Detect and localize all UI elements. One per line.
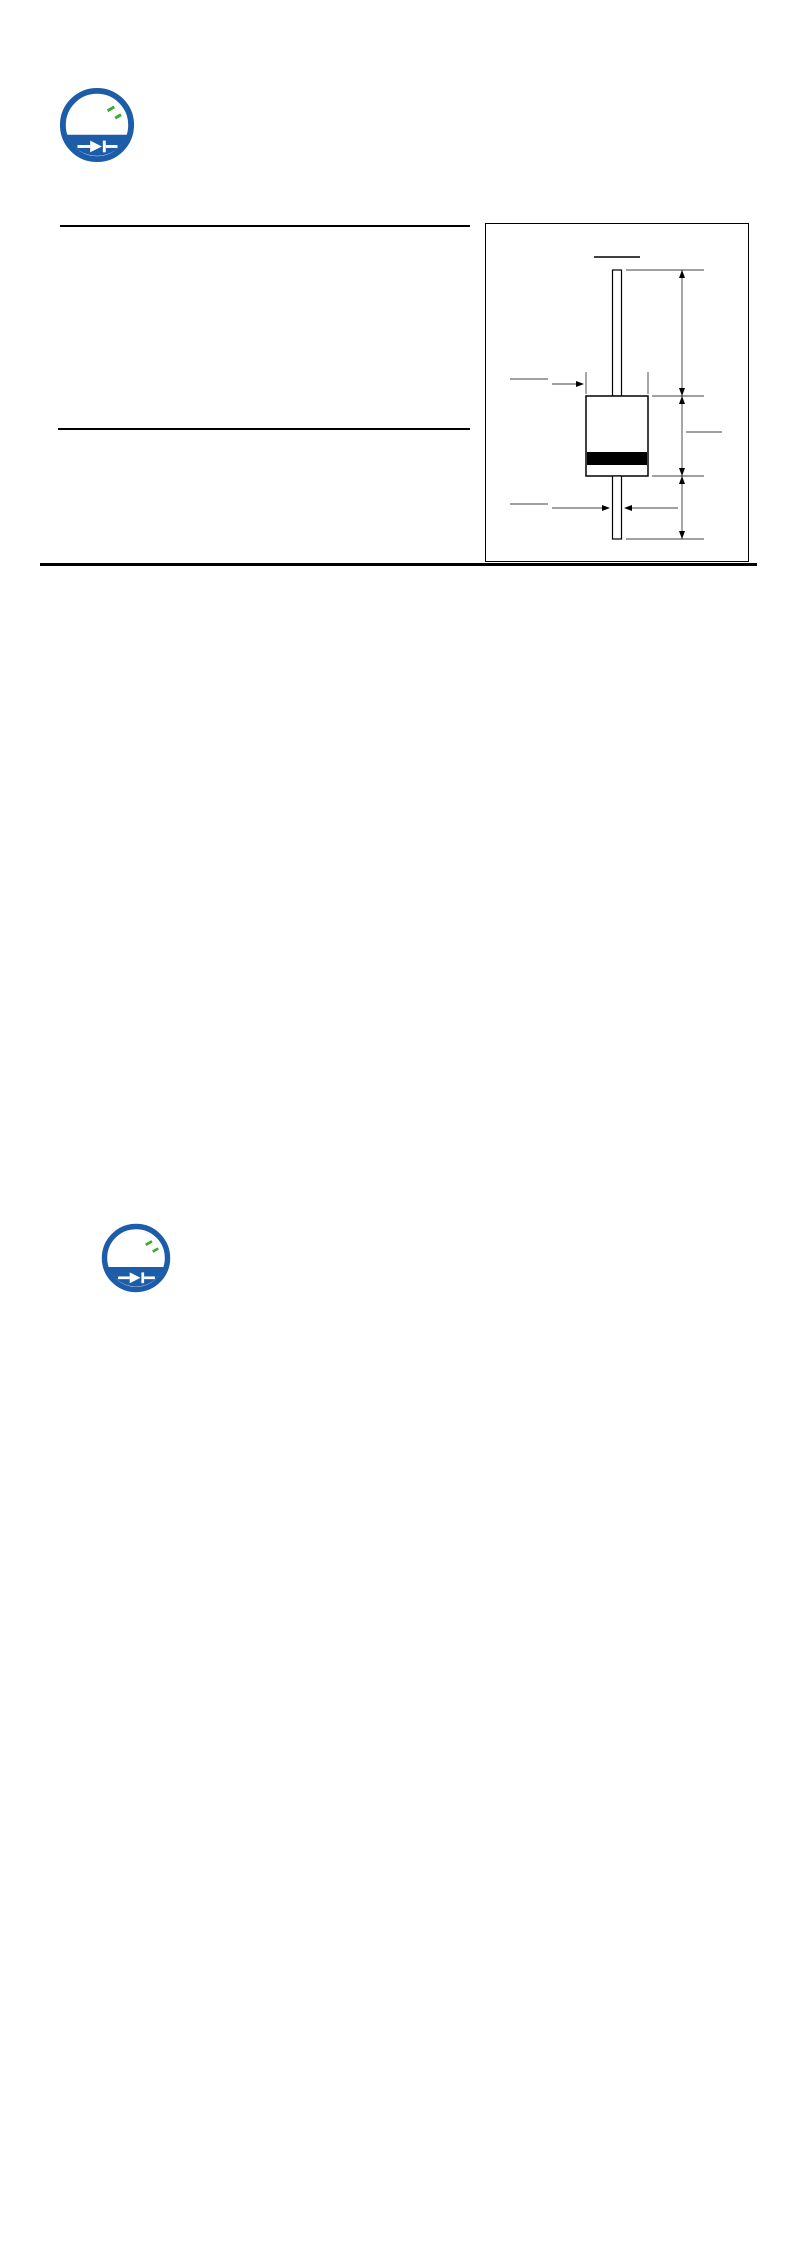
company-logo xyxy=(58,86,141,164)
package-drawing xyxy=(486,224,748,561)
company-logo xyxy=(100,1222,177,1294)
divider xyxy=(60,225,470,227)
divider xyxy=(58,428,470,430)
package-outline-box xyxy=(485,223,749,562)
logo-icon xyxy=(58,86,136,164)
logo-icon xyxy=(100,1222,172,1294)
divider xyxy=(40,563,757,566)
